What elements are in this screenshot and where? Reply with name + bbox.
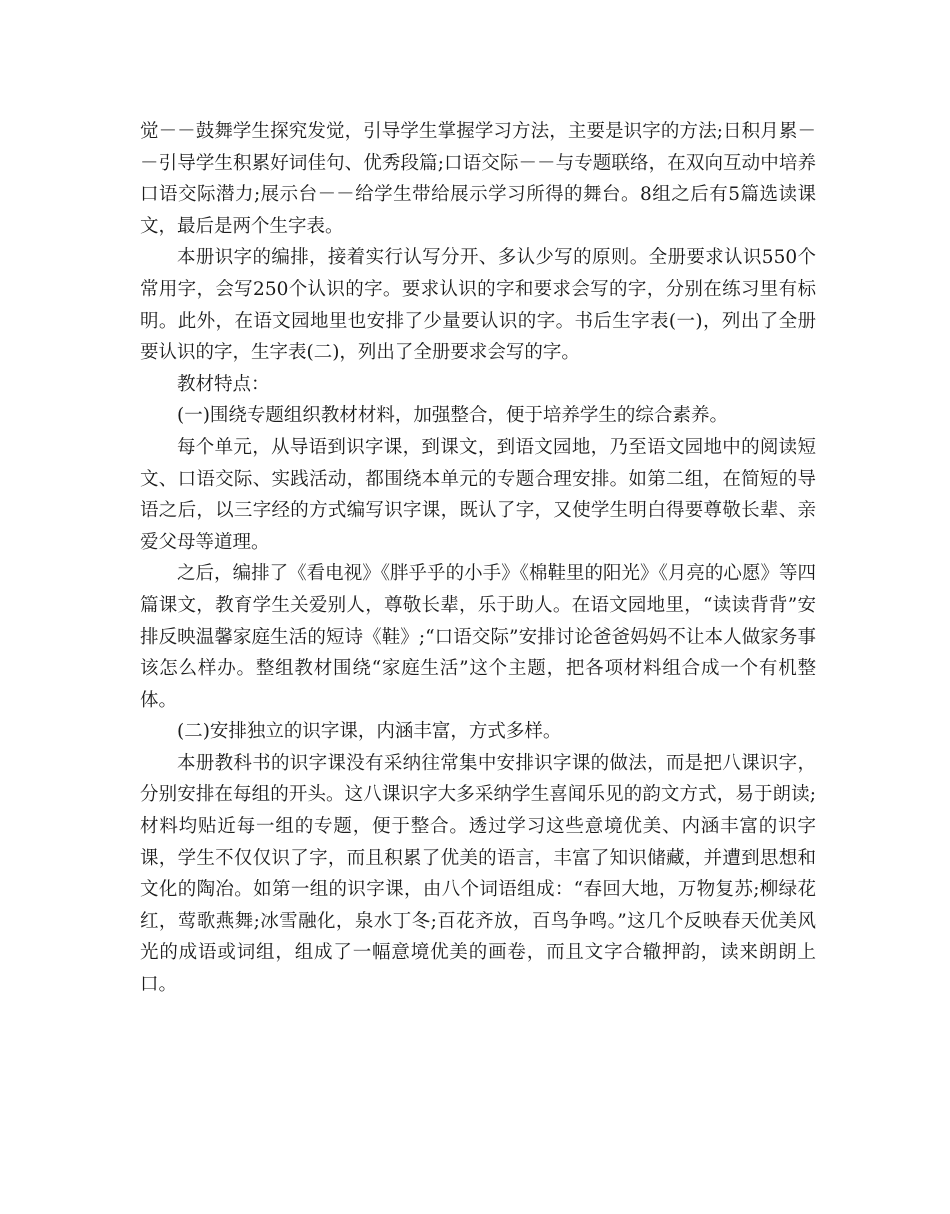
paragraph-literacy-arrangement: 本册识字的编排，接着实行认写分开、多认少写的原则。全册要求认识550个常用字，会写250个认识的字。要求认识的字和要求会写的字，分别在练习里有标明。此外，在语文园地里也安排了少量要认识的字。书后生字表(一)，列出了全册要认识的字，生字表(二)，列出了全册要求会写的字。 — [140, 247, 816, 364]
paragraph-feature-one-body: 每个单元，从导语到识字课，到课文，到语文园地，乃至语文园地中的阅读短文、口语交际、实践活动，都围绕本单元的专题合理安排。如第二组，在简短的导语之后，以三字经的方式编写识字课，既认了字，又使学生明白得要尊敬长辈、亲爱父母等道理。 — [140, 436, 816, 553]
paragraph-feature-one-title: (一)围绕专题组织教材材料，加强整合，便于培养学生的综合素养。 — [177, 405, 728, 427]
paragraph-feature-one-example: 之后，编排了《看电视》《胖乎乎的小手》《棉鞋里的阳光》《月亮的心愿》等四篇课文，教育学生关爱别人，尊敬长辈，乐于助人。在语文园地里，“读读背背”安排反映温馨家庭生活的短诗《鞋》;“口语交际”安排讨论爸爸妈妈不让本人做家务事该怎么样办。整组教材围绕“家庭生活”这个主题，把各项材料组合成一个有机整体。 — [140, 563, 816, 711]
paragraph-feature-two-body: 本册教科书的识字课没有采纳往常集中安排识字课的做法，而是把八课识字，分别安排在每组的开头。这八课识字大多采纳学生喜闻乐见的韵文方式，易于朗读;材料均贴近每一组的专题，便于整合。透过学习这些意境优美、内涵丰富的识字课，学生不仅仅识了字，而且积累了优美的语言，丰富了知识储藏，并遭到思想和文化的陶冶。如第一组的识字课，由八个词语组成：“春回大地，万物复苏;柳绿花红，莺歌燕舞;冰雪融化，泉水丁冬;百花齐放，百鸟争鸣。”这几个反映春天优美风光的成语或词组，组成了一幅意境优美的画卷，而且文字合辙押韵，读来朗朗上口。 — [140, 752, 816, 996]
document-page — [140, 116, 816, 1001]
paragraph-heading-features: 教材特点： — [177, 373, 270, 395]
paragraph-continuation: 觉－－鼓舞学生探究发觉，引导学生掌握学习方法，主要是识字的方法;日积月累－－引导学生积累好词佳句、优秀段篇;口语交际－－与专题联络，在双向互动中培养口语交际潜力;展示台－－给学生带给展示学习所得的舞台。8组之后有5篇选读课文，最后是两个生字表。 — [140, 121, 816, 237]
paragraph-feature-two-title: (二)安排独立的识字课，内涵丰富，方式多样。 — [177, 721, 562, 743]
